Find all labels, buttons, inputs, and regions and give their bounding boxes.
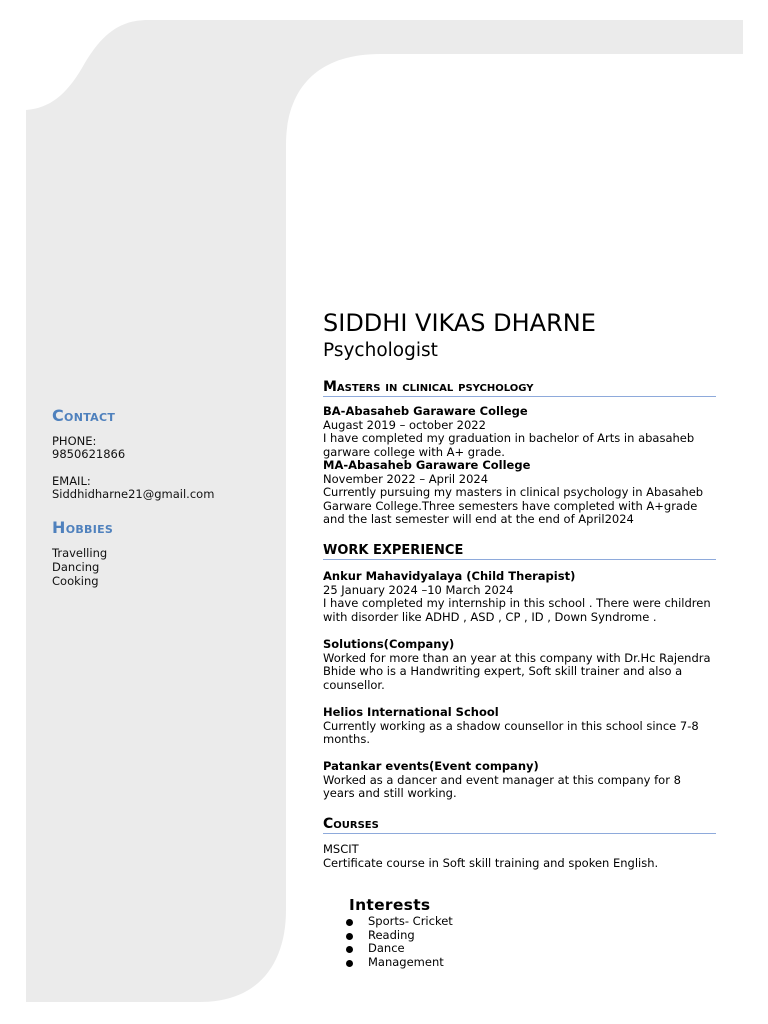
education-dates: Augast 2019 – october 2022 xyxy=(323,417,486,432)
experience-description: Worked for more than an year at this company with Dr.Hc Rajendra Bhide who is a Handwriting expert, Soft skill trainer and also a counsellor. xyxy=(323,650,711,692)
interests-heading: Interests xyxy=(349,896,431,914)
phone-value: 9850621866 xyxy=(52,447,126,461)
education-description: I have completed my graduation in bachelor of Arts in abasaheb garware college with A+ grade. xyxy=(323,431,695,459)
education-heading xyxy=(323,379,716,397)
experience-item xyxy=(323,706,716,747)
experience-item xyxy=(323,570,716,624)
course-item: MSCIT xyxy=(323,842,359,856)
courses-list xyxy=(323,843,716,870)
candidate-role: Psychologist xyxy=(323,340,438,361)
experience-title: Helios International School xyxy=(323,705,499,719)
candidate-name: SIDDHI VIKAS DHARNE xyxy=(323,309,596,337)
email-label: EMAIL: xyxy=(52,474,91,488)
education-item xyxy=(323,405,716,459)
interest-item: Dance xyxy=(344,942,453,956)
courses-heading xyxy=(323,816,716,834)
experience-description: Worked as a dancer and event manager at this company for 8 years and still working. xyxy=(323,772,681,800)
hobby-item: Dancing xyxy=(52,560,100,574)
course-item: Certificate course in Soft skill training and spoken English. xyxy=(323,855,659,870)
hobby-item: Cooking xyxy=(52,574,99,588)
hobby-item: Travelling xyxy=(52,546,108,560)
experience-dates: 25 January 2024 –10 March 2024 xyxy=(323,582,514,597)
interest-item: Reading xyxy=(344,929,453,943)
contact-heading: Contact xyxy=(52,406,116,425)
experience-description: Currently working as a shadow counsellor in this school since 7-8 months. xyxy=(323,718,699,746)
experience-title: Patankar events(Event company) xyxy=(323,759,539,773)
education-school: BA-Abasaheb Garaware College xyxy=(323,404,528,418)
experience-item xyxy=(323,638,716,692)
education-school: MA-Abasaheb Garaware College xyxy=(323,458,531,472)
experience-heading xyxy=(323,543,716,560)
interests-list xyxy=(344,915,453,969)
experience-heading-text: WORK EXPERIENCE xyxy=(323,543,464,558)
education-item xyxy=(323,459,716,527)
interest-item: Management xyxy=(344,956,453,970)
interest-item: Sports- Cricket xyxy=(344,915,453,929)
hobbies-heading: Hobbies xyxy=(52,518,114,537)
experience-title: Solutions(Company) xyxy=(323,637,455,651)
email-value: Siddhidharne21@gmail.com xyxy=(52,487,215,501)
experience-item xyxy=(323,760,716,801)
education-dates: November 2022 – April 2024 xyxy=(323,471,489,486)
courses-heading-text: Courses xyxy=(323,816,379,832)
education-heading-text: Masters in clinical psychology xyxy=(323,379,534,395)
experience-title: Ankur Mahavidyalaya (Child Therapist) xyxy=(323,569,576,583)
phone-label: PHONE: xyxy=(52,434,97,448)
education-description: Currently pursuing my masters in clinical psychology in Abasaheb Garware College.Three semesters have completed with A+grade and the last semester will end at the end of April2024 xyxy=(323,485,704,526)
experience-description: I have completed my internship in this school . There were children with disorder like ADHD , ASD , CP , ID , Down Syndrome . xyxy=(323,596,711,624)
